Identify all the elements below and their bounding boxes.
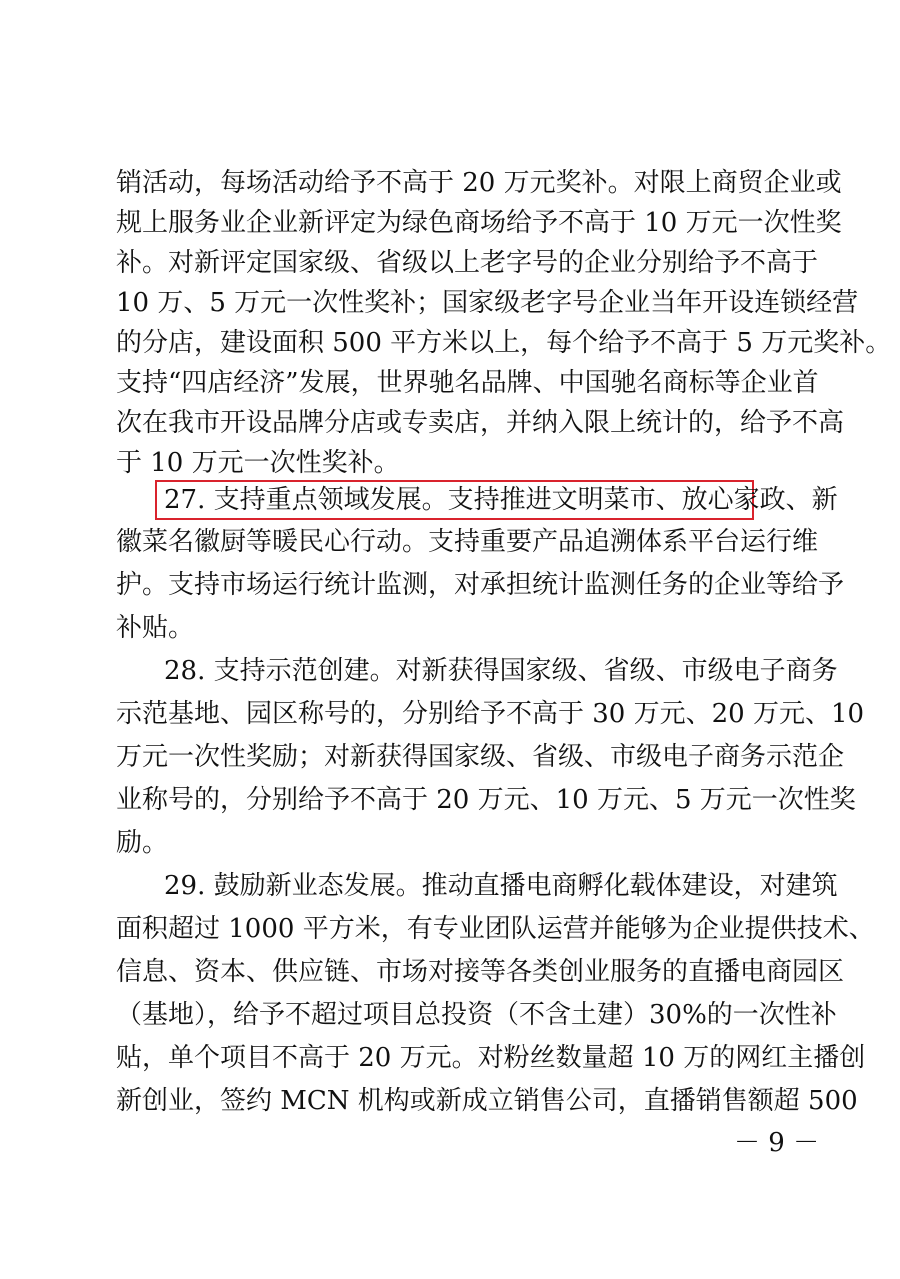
text-line: 补贴。 (116, 613, 195, 643)
text-line: 销活动，每场活动给予不高于 20 万元奖补。对限上商贸企业或 (116, 168, 842, 198)
text-line: （基地），给予不超过项目总投资（不含土建）30%的一次性补 (116, 1000, 837, 1030)
text-line: 于 10 万元一次性奖补。 (116, 448, 400, 478)
text-line: 10 万、5 万元一次性奖补；国家级老字号企业当年开设连锁经营 (116, 288, 859, 318)
text-line: 信息、资本、供应链、市场对接等各类创业服务的直播电商园区 (116, 957, 845, 987)
text-line: 补。对新评定国家级、省级以上老字号的企业分别给予不高于 (116, 248, 819, 278)
paragraph-29-heading-line: 29. 鼓励新业态发展。推动直播电商孵化载体建设，对建筑 (164, 871, 838, 901)
text-line: 次在我市开设品牌分店或专卖店，并纳入限上统计的，给予不高 (116, 408, 845, 438)
text-line: 示范基地、园区称号的，分别给予不高于 30 万元、20 万元、10 (116, 699, 865, 729)
paragraph-28-heading-line: 28. 支持示范创建。对新获得国家级、省级、市级电子商务 (164, 656, 838, 686)
text-line: 新创业，签约 MCN 机构或新成立销售公司，直播销售额超 500 (116, 1086, 858, 1116)
text-line: 业称号的，分别给予不高于 20 万元、10 万元、5 万元一次性奖 (116, 785, 856, 815)
text-line: 护。支持市场运行统计监测，对承担统计监测任务的企业等给予 (116, 570, 845, 600)
text-line: 支持“四店经济”发展，世界驰名品牌、中国驰名商标等企业首 (116, 368, 819, 398)
text-line: 励。 (116, 828, 169, 858)
text-line: 规上服务业企业新评定为绿色商场给予不高于 10 万元一次性奖 (116, 208, 842, 238)
text-line: 万元一次性奖励；对新获得国家级、省级、市级电子商务示范企 (116, 742, 845, 772)
text-line: 贴，单个项目不高于 20 万元。对粉丝数量超 10 万的网红主播创 (116, 1043, 866, 1073)
text-line: 徽菜名徽厨等暖民心行动。支持重要产品追溯体系平台运行维 (116, 527, 819, 557)
text-line: 面积超过 1000 平方米，有专业团队运营并能够为企业提供技术、 (116, 914, 875, 944)
page-number: － 9 － (734, 1128, 820, 1158)
paragraph-27-heading-line: 27. 支持重点领域发展。支持推进文明菜市、放心家政、新 (164, 485, 838, 515)
text-line: 的分店，建设面积 500 平方米以上，每个给予不高于 5 万元奖补。 (116, 328, 892, 358)
